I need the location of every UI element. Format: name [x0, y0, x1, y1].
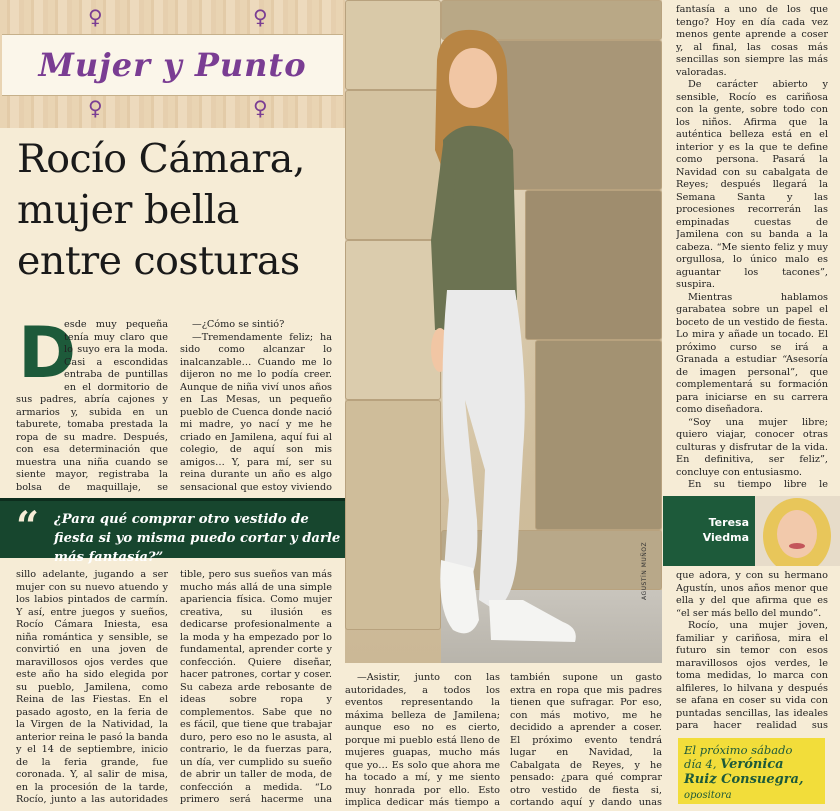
body-col4-bottom: también supone un gasto extra en ropa que mis padres tienen que sufragar. Por eso, con más motivo, me he decidido a aprender a coser. El próximo evento tendrá lugar en Navidad, la Cabalgata de Reyes, y he pensado: ¿para qué comprar otro vestido de fiesta si, cortando aquí y dando unas — [510, 672, 662, 808]
headline: Rocío Cámara, mujer bella entre costuras — [17, 136, 305, 284]
brand-title: Mujer y Punto — [38, 46, 307, 84]
next-week-box — [678, 738, 825, 804]
author-avatar — [755, 496, 840, 566]
body-col3-bottom: —Asistir, junto con las autoridades, a todos los eventos representando la máxima belleza de Jamilena; aunque eso no es cierto, porque mi pueblo está lleno de mujeres guapas, mucho más que yo… Es solo que ahora me ha tocado a mí, y me siento muy honrada por ello. Esto implica dedicar más tiempo a — [345, 672, 500, 808]
body-col1-top: esde muy pequeña tenía muy claro que lo suyo era la moda. Casi a escondidas entraba de puntillas en el dormitorio de sus padres, abría cajones y armarios y, subida en un taburete, tomaba prestada la ropa de su madre. Después, con esa determinación que muestra una niña cuando se siente mayor, registraba la bolsa de maquillaje, se — [16, 319, 168, 493]
next-date: día 4, — [684, 757, 717, 771]
venus-icon: ♀ — [253, 96, 268, 120]
venus-icon: ♀ — [253, 5, 268, 29]
author-last-name: Viedma — [702, 531, 749, 544]
portrait-photo — [345, 0, 662, 663]
photo-credit: AGUSTÍN MUÑOZ — [641, 541, 648, 600]
body-col2-top: —¿Cómo se sintió? —Tremendamente feliz; ha sido como alcanzar lo inalcanzable… Cuando me lo dijeron no me lo podía creer. Aunque de niña viví unos años en Las Mesas, un pequeño pueblo de Cuenca donde nació mi madre, yo nací y me he criado en Jamilena, aquí fui al colegio, de aquí son mis amigos… Y, para mí, ser su reina durante un año es algo sensacional que estoy viviendo — [180, 319, 332, 493]
pull-quote — [0, 498, 345, 565]
drop-cap: D — [18, 312, 77, 394]
venus-icon: ♀ — [88, 5, 103, 29]
author-box — [663, 496, 840, 566]
body-col5-top: fantasía a uno de los que tengo? Hoy en día cada vez menos gente aprende a coser y, al final, las cosas más sencillas son siempre las más valoradas. De carácter abierto y sensible, Rocío es cariñosa con la gente, sobre todo con los niños. Afirma que la auténtica belleza está en el interior y es la que te define como persona. Pasará la Navidad con su cabalgata de Reyes; después llegará la Semana Santa y las procesiones recorrerán las empinadas cuestas de Jamilena con su banda a la cabeza. “Me siento feliz y muy orgullosa, lo único malo es aguantar los tacones”, suspira. Mientras hablamos garabatea sobre un papel el boceto de un vestido de fiesta. Lo mira y añade un tocado. El próximo curso se irá a Granada a estudiar “Asesoría de imagen personal”, que complementará su formación para iniciarse en su carrera como diseñadora. “Soy una mujer libre; quiero viajar, conocer otras culturas y disfrutar de la vida. En definitiva, ser feliz”, concluye con entusiasmo. En su tiempo libre le — [676, 4, 828, 490]
brand-banner — [2, 34, 343, 96]
body-col2-bottom: tible, pero sus sueños van más mucho más allá de una simple apariencia física. Como mujer creativa, su ilusión es dedicarse profesionalmente a la moda y ha empezado por lo fundamental, aprender corte y confección. Quiere diseñar, hacer patrones, cortar y coser. Su cabeza arde rebosante de ideas sobre ropa y complementos. Sabe que no es fácil, que tiene que trabajar duro, pero eso no le asusta, al contrario, le da fuerzas para, un día, ver cumplido su sueño de abrir un taller de moda, de confección a medida. “Lo primero será hacerme una — [180, 569, 332, 805]
quote-text: ¿Para qué comprar otro vestido de fiesta si yo misma puedo cortar y darle más fantasía?” — [54, 512, 341, 565]
author-first-name: Teresa — [708, 516, 749, 529]
next-name: Verónica Ruiz Consuegra, — [684, 757, 804, 787]
quote-mark-icon: “ — [16, 503, 40, 550]
next-role: opositora — [684, 790, 732, 801]
body-col1-bottom: sillo adelante, jugando a ser mujer con su nuevo atuendo y los labios pintados de carmín. Y así, entre juegos y sueños, Rocío Cámara Iniesta, esa niña romántica y sensible, se convirtió en una joven de maravillosos ojos verdes que este año ha sido elegida por su pueblo, Jamilena, como Reina de las Fiestas. En el pasado agosto, en la feria de la Virgen de la Natividad, la anterior reina le pasó la banda y el 14 de septiembre, inicio de la feria grande, fue coronada. Y, al salir de misa, en la procesión de la tarde, Rocío, junto a las autoridades — [16, 569, 168, 805]
next-line1: El próximo sábado — [684, 743, 793, 757]
body-col5-bottom: que adora, y con su hermano Agustín, unos años menor que ella y del que afirma que es “el ser más bello del mundo”. Rocío, una mujer joven, familiar y cariñosa, mira el futuro sin temor con esos maravillosos ojos verdes, le toma medidas, lo marca con alfileres, lo hilvana y después se afana en coser su vida con puntadas sencillas, las ideales para hacer realidad sus — [676, 570, 828, 731]
venus-icon: ♀ — [88, 96, 103, 120]
